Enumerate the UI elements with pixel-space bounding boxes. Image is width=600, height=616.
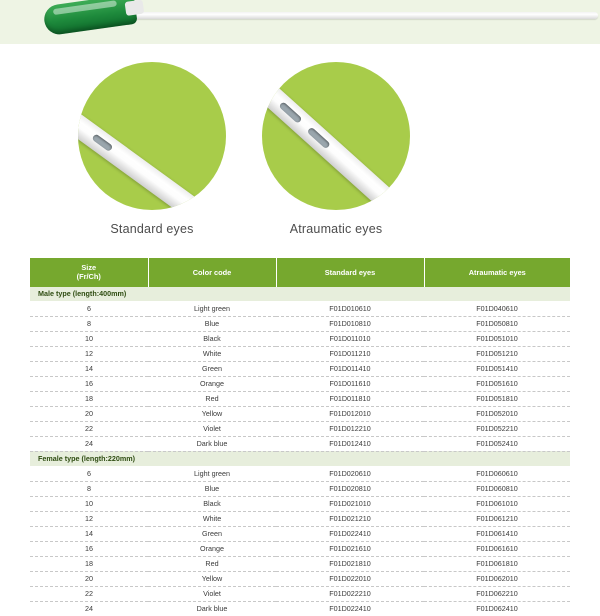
table-row [30,601,570,616]
cell-atraumatic-eyes: F01D061610 [424,541,570,556]
cell-color-code: White [148,346,276,361]
cell-color-code: Red [148,391,276,406]
table-row [30,406,570,421]
table-row [30,511,570,526]
column-header-standard-eyes: Standard eyes [276,258,424,287]
cell-atraumatic-eyes: F01D051210 [424,346,570,361]
cell-size: 8 [30,316,148,331]
table-row [30,376,570,391]
cell-size: 18 [30,391,148,406]
cell-size: 22 [30,421,148,436]
cell-size: 6 [30,301,148,316]
cell-size: 20 [30,406,148,421]
cell-standard-eyes: F01D022410 [329,604,371,613]
cell-color-code: Green [148,526,276,541]
column-header-color-code: Color code [148,258,276,287]
cell-size: 18 [30,556,148,571]
cell-standard-eyes: F01D022410 [276,526,424,541]
table-row [30,556,570,571]
cell-atraumatic-eyes: F01D061210 [424,511,570,526]
cell-color-code: Light green [148,466,276,481]
table-row [30,436,570,451]
cell-atraumatic-eyes: F01D040610 [424,301,570,316]
table-row [30,331,570,346]
cell-standard-eyes: F01D021010 [276,496,424,511]
table-row [30,481,570,496]
cell-standard-eyes: F01D010810 [276,316,424,331]
column-header-atraumatic-eyes: Atraumatic eyes [424,258,570,287]
cell-color-code: Yellow [148,406,276,421]
table-row [30,541,570,556]
table-row [30,526,570,541]
cell-standard-eyes: F01D020810 [276,481,424,496]
cell-size: 14 [30,526,148,541]
cell-standard-eyes: F01D022010 [276,571,424,586]
cell-size: 16 [30,376,148,391]
catheter-tip-standard [78,96,218,210]
table-header [30,258,570,287]
eye-slot-secondary [307,127,331,150]
cell-color-code: Blue [148,481,276,496]
table-section-header [30,451,570,466]
cell-color-code: Dark blue [196,604,228,613]
catheter-tip-atraumatic [262,80,407,210]
cell-color-code: Green [148,361,276,376]
column-header-size [30,258,148,287]
specification-table-wrapper [0,258,600,616]
product-image-area [0,0,600,258]
cell-color-code: Blue [148,316,276,331]
cell-standard-eyes: F01D020610 [276,466,424,481]
cell-atraumatic-eyes: F01D052010 [424,406,570,421]
cell-atraumatic-eyes: F01D050810 [424,316,570,331]
callout-atraumatic-eyes [262,62,410,210]
table-row [30,466,570,481]
cell-atraumatic-eyes: F01D052410 [424,436,570,451]
eye-slot [91,133,113,152]
cell-standard-eyes: F01D011210 [276,346,424,361]
column-header-size-line1: Size [81,263,97,272]
table-row [30,571,570,586]
table-section-title: Female type (length:220mm) [30,451,570,466]
eye-hole [78,117,80,128]
cell-atraumatic-eyes: F01D061410 [424,526,570,541]
cell-atraumatic-eyes: F01D062410 [476,604,518,613]
cell-standard-eyes: F01D010610 [276,301,424,316]
cell-size: 22 [30,586,148,601]
table-header-row [30,258,570,287]
cell-standard-eyes: F01D021210 [276,511,424,526]
cell-color-code: Violet [148,586,276,601]
cell-color-code: Orange [148,376,276,391]
cell-size: 20 [30,571,148,586]
cell-standard-eyes: F01D011010 [276,331,424,346]
cell-standard-eyes: F01D021810 [276,556,424,571]
cell-standard-eyes: F01D011410 [276,361,424,376]
cell-size: 16 [30,541,148,556]
table-row [30,421,570,436]
cell-standard-eyes: F01D011610 [276,376,424,391]
table-row [30,301,570,316]
table-row [30,586,570,601]
cell-size: 8 [30,481,148,496]
table-row [30,346,570,361]
caption-standard-eyes: Standard eyes [110,222,194,236]
cell-color-code: Violet [148,421,276,436]
table-section-title: Male type (length:400mm) [30,287,570,302]
cell-standard-eyes: F01D022210 [276,586,424,601]
table-row [30,316,570,331]
cell-atraumatic-eyes: F01D051410 [424,361,570,376]
cell-color-code: Black [148,496,276,511]
cell-size: 24 [30,436,148,451]
cell-atraumatic-eyes: F01D051610 [424,376,570,391]
cell-size: 10 [30,331,148,346]
cell-standard-eyes: F01D012210 [276,421,424,436]
cell-color-code: White [148,511,276,526]
specification-table [30,258,570,616]
table-row [30,391,570,406]
cell-color-code: Black [148,331,276,346]
table-body [30,287,570,616]
cell-size: 24 [85,604,93,613]
cell-color-code: Yellow [148,571,276,586]
cell-standard-eyes: F01D021610 [276,541,424,556]
catheter-tube [128,12,598,19]
cell-atraumatic-eyes: F01D051010 [424,331,570,346]
callout-standard-eyes [78,62,226,210]
cell-color-code: Red [148,556,276,571]
cell-atraumatic-eyes: F01D052210 [424,421,570,436]
eye-slot [278,101,302,124]
caption-atraumatic-eyes: Atraumatic eyes [289,222,383,236]
table-section-header [30,287,570,302]
cell-atraumatic-eyes: F01D062010 [424,571,570,586]
table-row [30,496,570,511]
cell-color-code: Light green [148,301,276,316]
cell-atraumatic-eyes: F01D060810 [424,481,570,496]
cell-atraumatic-eyes: F01D060610 [424,466,570,481]
cell-atraumatic-eyes: F01D062210 [424,586,570,601]
cell-size: 12 [30,511,148,526]
cell-color-code: Orange [148,541,276,556]
table-row [30,361,570,376]
cell-standard-eyes: F01D012010 [276,406,424,421]
cell-size: 14 [30,361,148,376]
cell-size: 12 [30,346,148,361]
cell-color-code: Dark blue [148,436,276,451]
cell-atraumatic-eyes: F01D051810 [424,391,570,406]
cell-size: 6 [30,466,148,481]
cell-standard-eyes: F01D011810 [276,391,424,406]
cell-atraumatic-eyes: F01D061810 [424,556,570,571]
cell-atraumatic-eyes: F01D061010 [424,496,570,511]
cell-standard-eyes: F01D012410 [276,436,424,451]
column-header-size-line2: (Fr/Ch) [76,272,101,282]
cell-size: 10 [30,496,148,511]
